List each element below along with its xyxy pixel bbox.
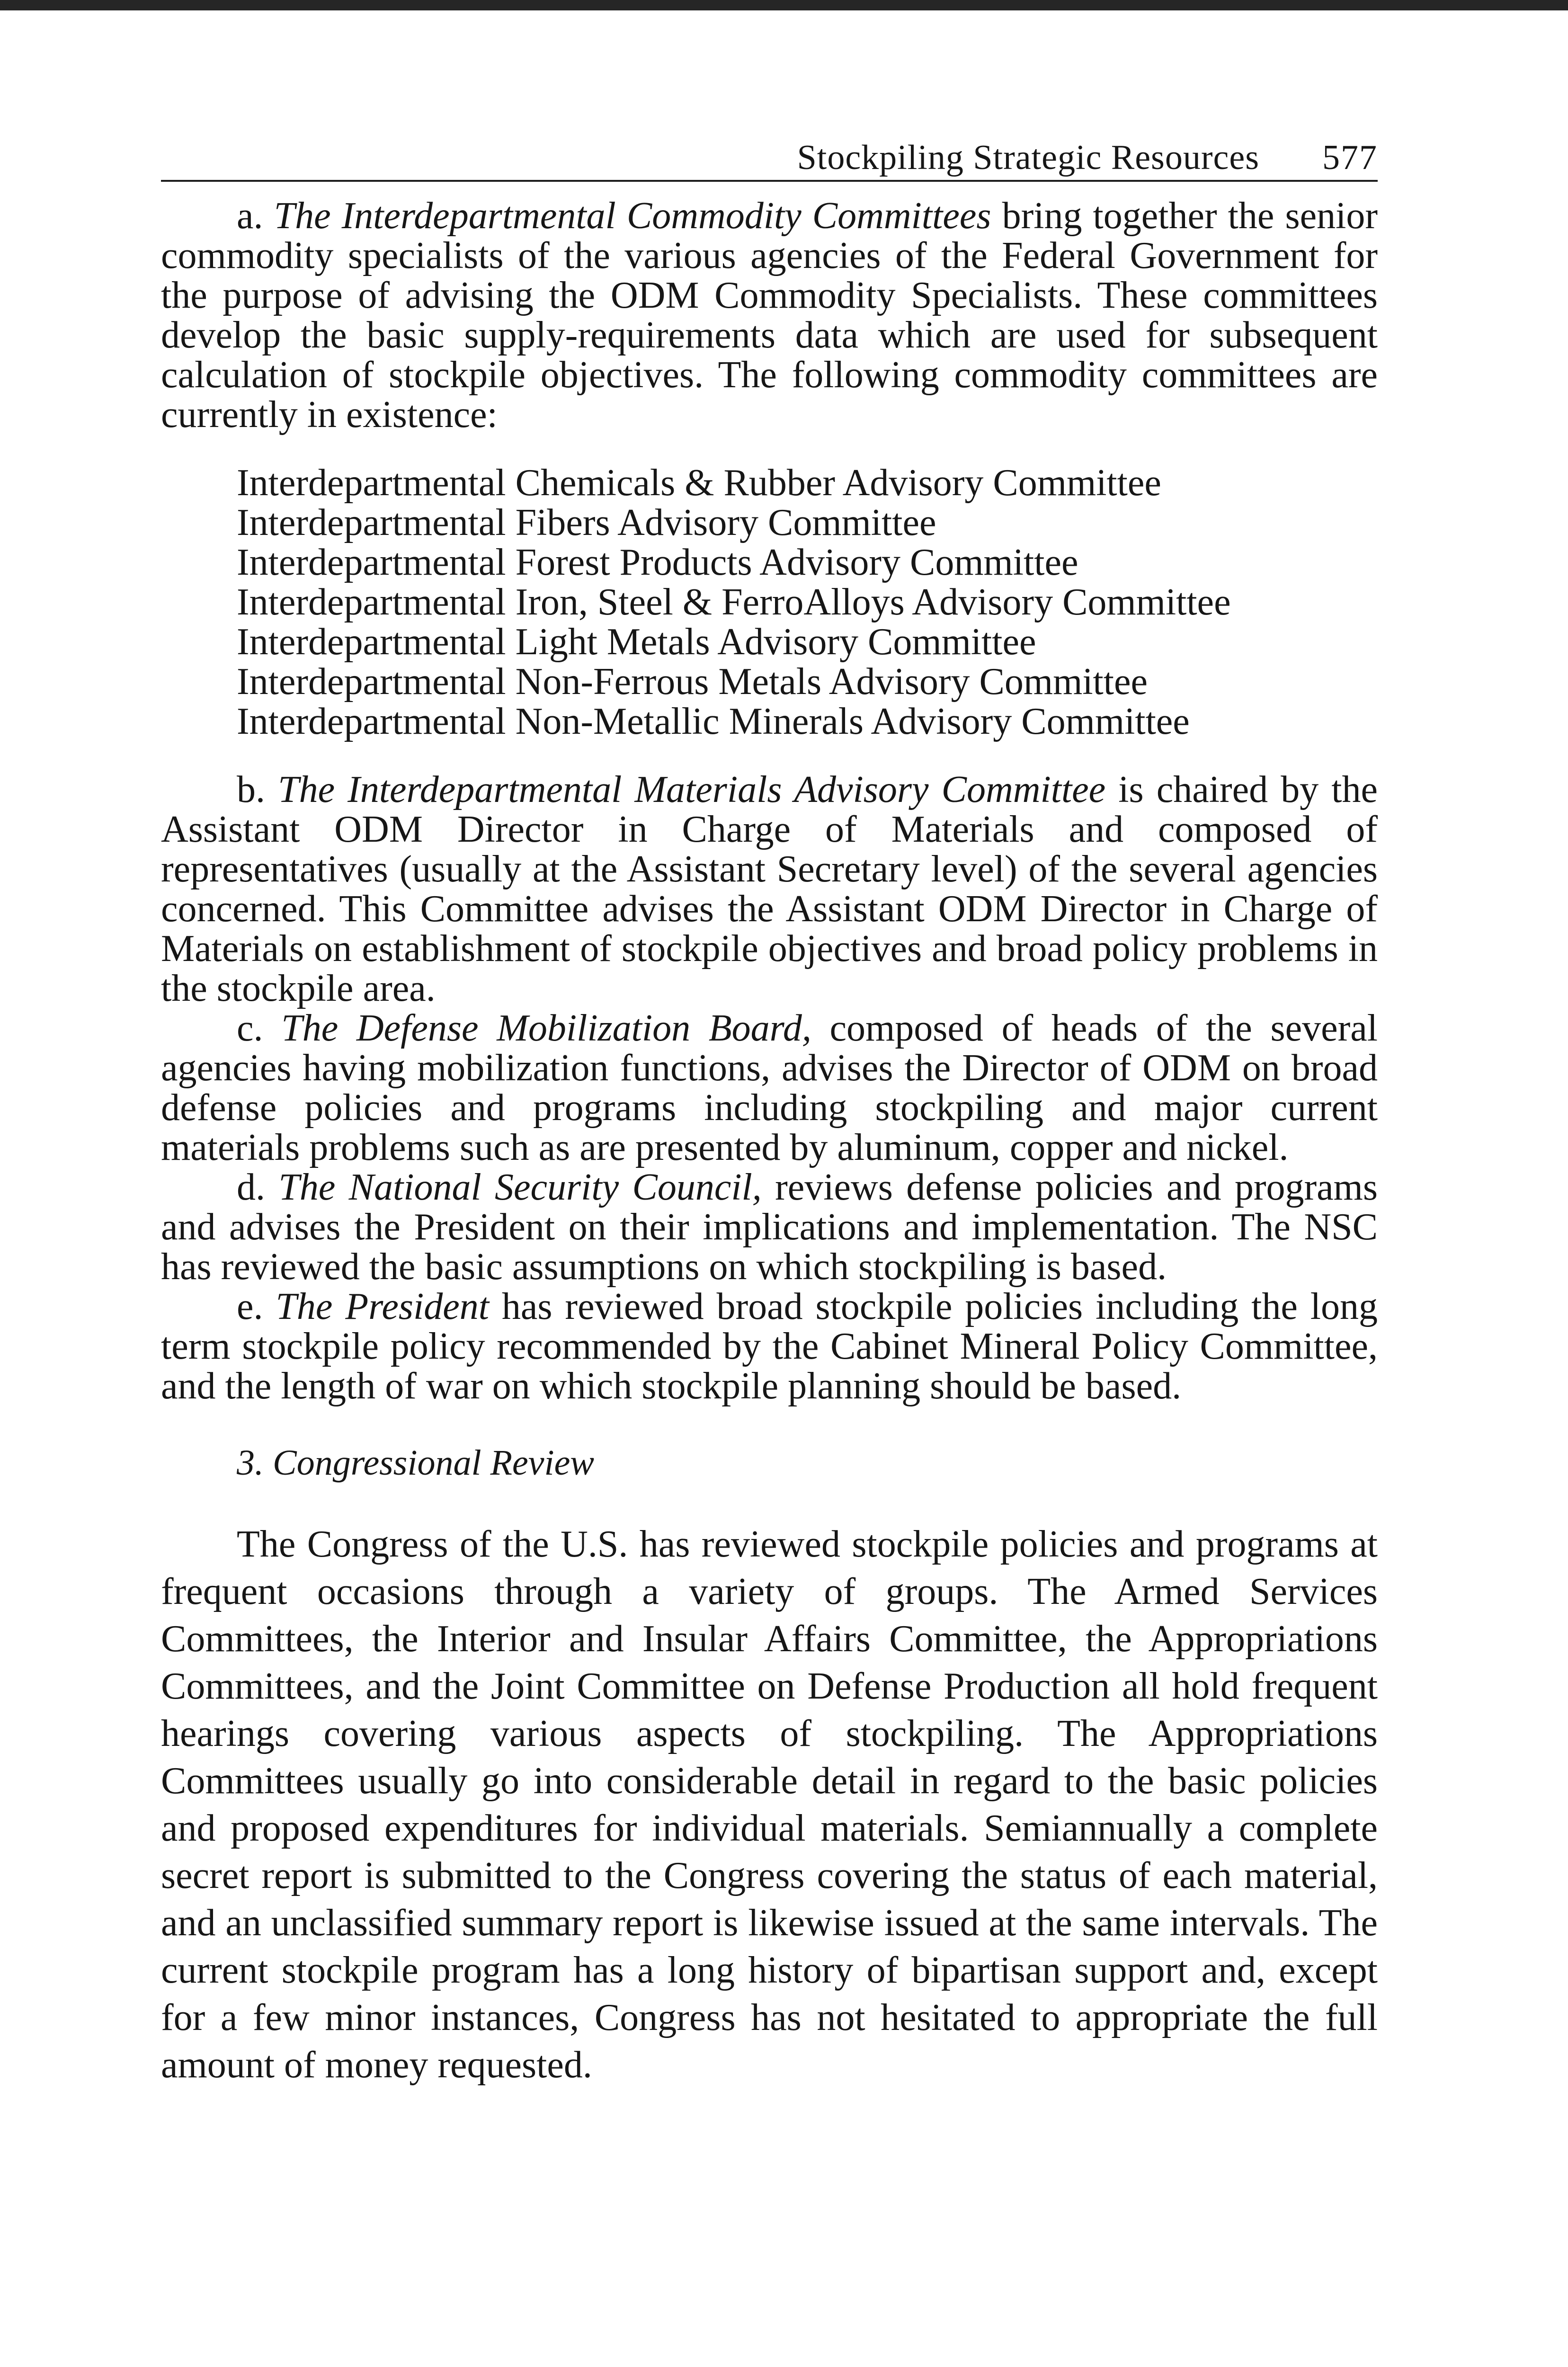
paragraph-e [161, 1287, 1378, 1406]
paragraph-d-italic-title: The National Security Council, [278, 1166, 762, 1208]
paragraph-c [161, 1008, 1378, 1167]
running-header [161, 123, 1378, 182]
committee-item: Interdepartmental Iron, Steel & FerroAlloys Advisory Committee [237, 581, 1231, 623]
paragraph-e-text: has reviewed broad stockpile policies including the long term stockpile policy recommended by the Cabinet Mineral Policy Committee, and the length of war on which stockpile planning should be based. [161, 1286, 1378, 1407]
paragraph-c-italic-title: The Defense Mobilization Board, [281, 1007, 811, 1049]
paragraph-d-marker: d. [237, 1166, 279, 1208]
paragraph-a-text: bring together the senior commodity specialists of the various agencies of the Federal Government for the purpose of advising the ODM Commodity Specialists. These committees develop the basic supply-requirements data which are used for subsequent calculation of stockpile objectives. The following commodity committees are currently in existence: [161, 195, 1378, 436]
paragraph-d-text: reviews defense policies and programs and advises the President on their implications and implementation. The NSC has reviewed the basic assumptions on which stockpiling is based. [161, 1166, 1378, 1288]
committee-item: Interdepartmental Non-Metallic Minerals Advisory Committee [237, 701, 1190, 742]
paragraph-e-marker: e. [237, 1286, 276, 1327]
paragraph-c-text: composed of heads of the several agencies having mobilization functions, advises the Director of ODM on broad defense policies and programs including stockpiling and major current materials problems such as are presented by aluminum, copper and nickel. [161, 1007, 1378, 1168]
section-heading-congressional-review: 3. Congressional Review [237, 1443, 594, 1483]
section-body-congressional-review: The Congress of the U.S. has reviewed stockpile policies and programs at frequent occasions through a variety of groups. The Armed Services Committees, the Interior and Insular Affairs Committee, the Appropriations Committees, and the Joint Committee on Defense Production all hold frequent hearings covering various aspects of stockpiling. The Appropriations Committees usually go into considerable detail in regard to the basic policies and proposed expenditures for individual materials. Semiannually a complete secret report is submitted to the Congress covering the status of each material, and an unclassified summary report is likewise issued at the same intervals. The current stockpile program has a long history of bipartisan support and, except for a few minor instances, Congress has not hesitated to appropriate the full amount of money requested. [161, 1523, 1378, 2086]
paragraph-b [161, 770, 1378, 1008]
paragraph-b-text: is chaired by the Assistant ODM Director in Charge of Materials and composed of representatives (usually at the Assistant Secretary level) of the several agencies concerned. This Committee advises the Assistant ODM Director in Charge of Materials on establishment of stockpile objectives and broad policy problems in the stockpile area. [161, 769, 1378, 1009]
paragraph-b-italic-title: The Interdepartmental Materials Advisory Committee [278, 769, 1106, 810]
paragraph-c-marker: c. [237, 1007, 282, 1049]
paragraph-b-marker: b. [237, 769, 278, 810]
committee-item: Interdepartmental Light Metals Advisory Committee [237, 621, 1036, 663]
committee-item: Interdepartmental Fibers Advisory Committee [237, 502, 936, 543]
paragraph-a-marker: a. [237, 195, 274, 237]
committee-list [237, 463, 1378, 741]
paragraph-a [161, 196, 1378, 435]
committee-item: Interdepartmental Forest Products Advisory Committee [237, 542, 1078, 583]
page-number: 577 [1322, 138, 1378, 177]
running-title: Stockpiling Strategic Resources [797, 138, 1259, 177]
committee-item: Interdepartmental Non-Ferrous Metals Advisory Committee [237, 661, 1148, 703]
paragraph-e-italic-title: The President [276, 1286, 489, 1327]
paragraph-a-italic-title: The Interdepartmental Commodity Committees [274, 195, 991, 237]
paragraph-d [161, 1167, 1378, 1287]
document-page [161, 123, 1378, 2089]
committee-item: Interdepartmental Chemicals & Rubber Advisory Committee [237, 462, 1161, 504]
scan-top-border [0, 0, 1568, 10]
